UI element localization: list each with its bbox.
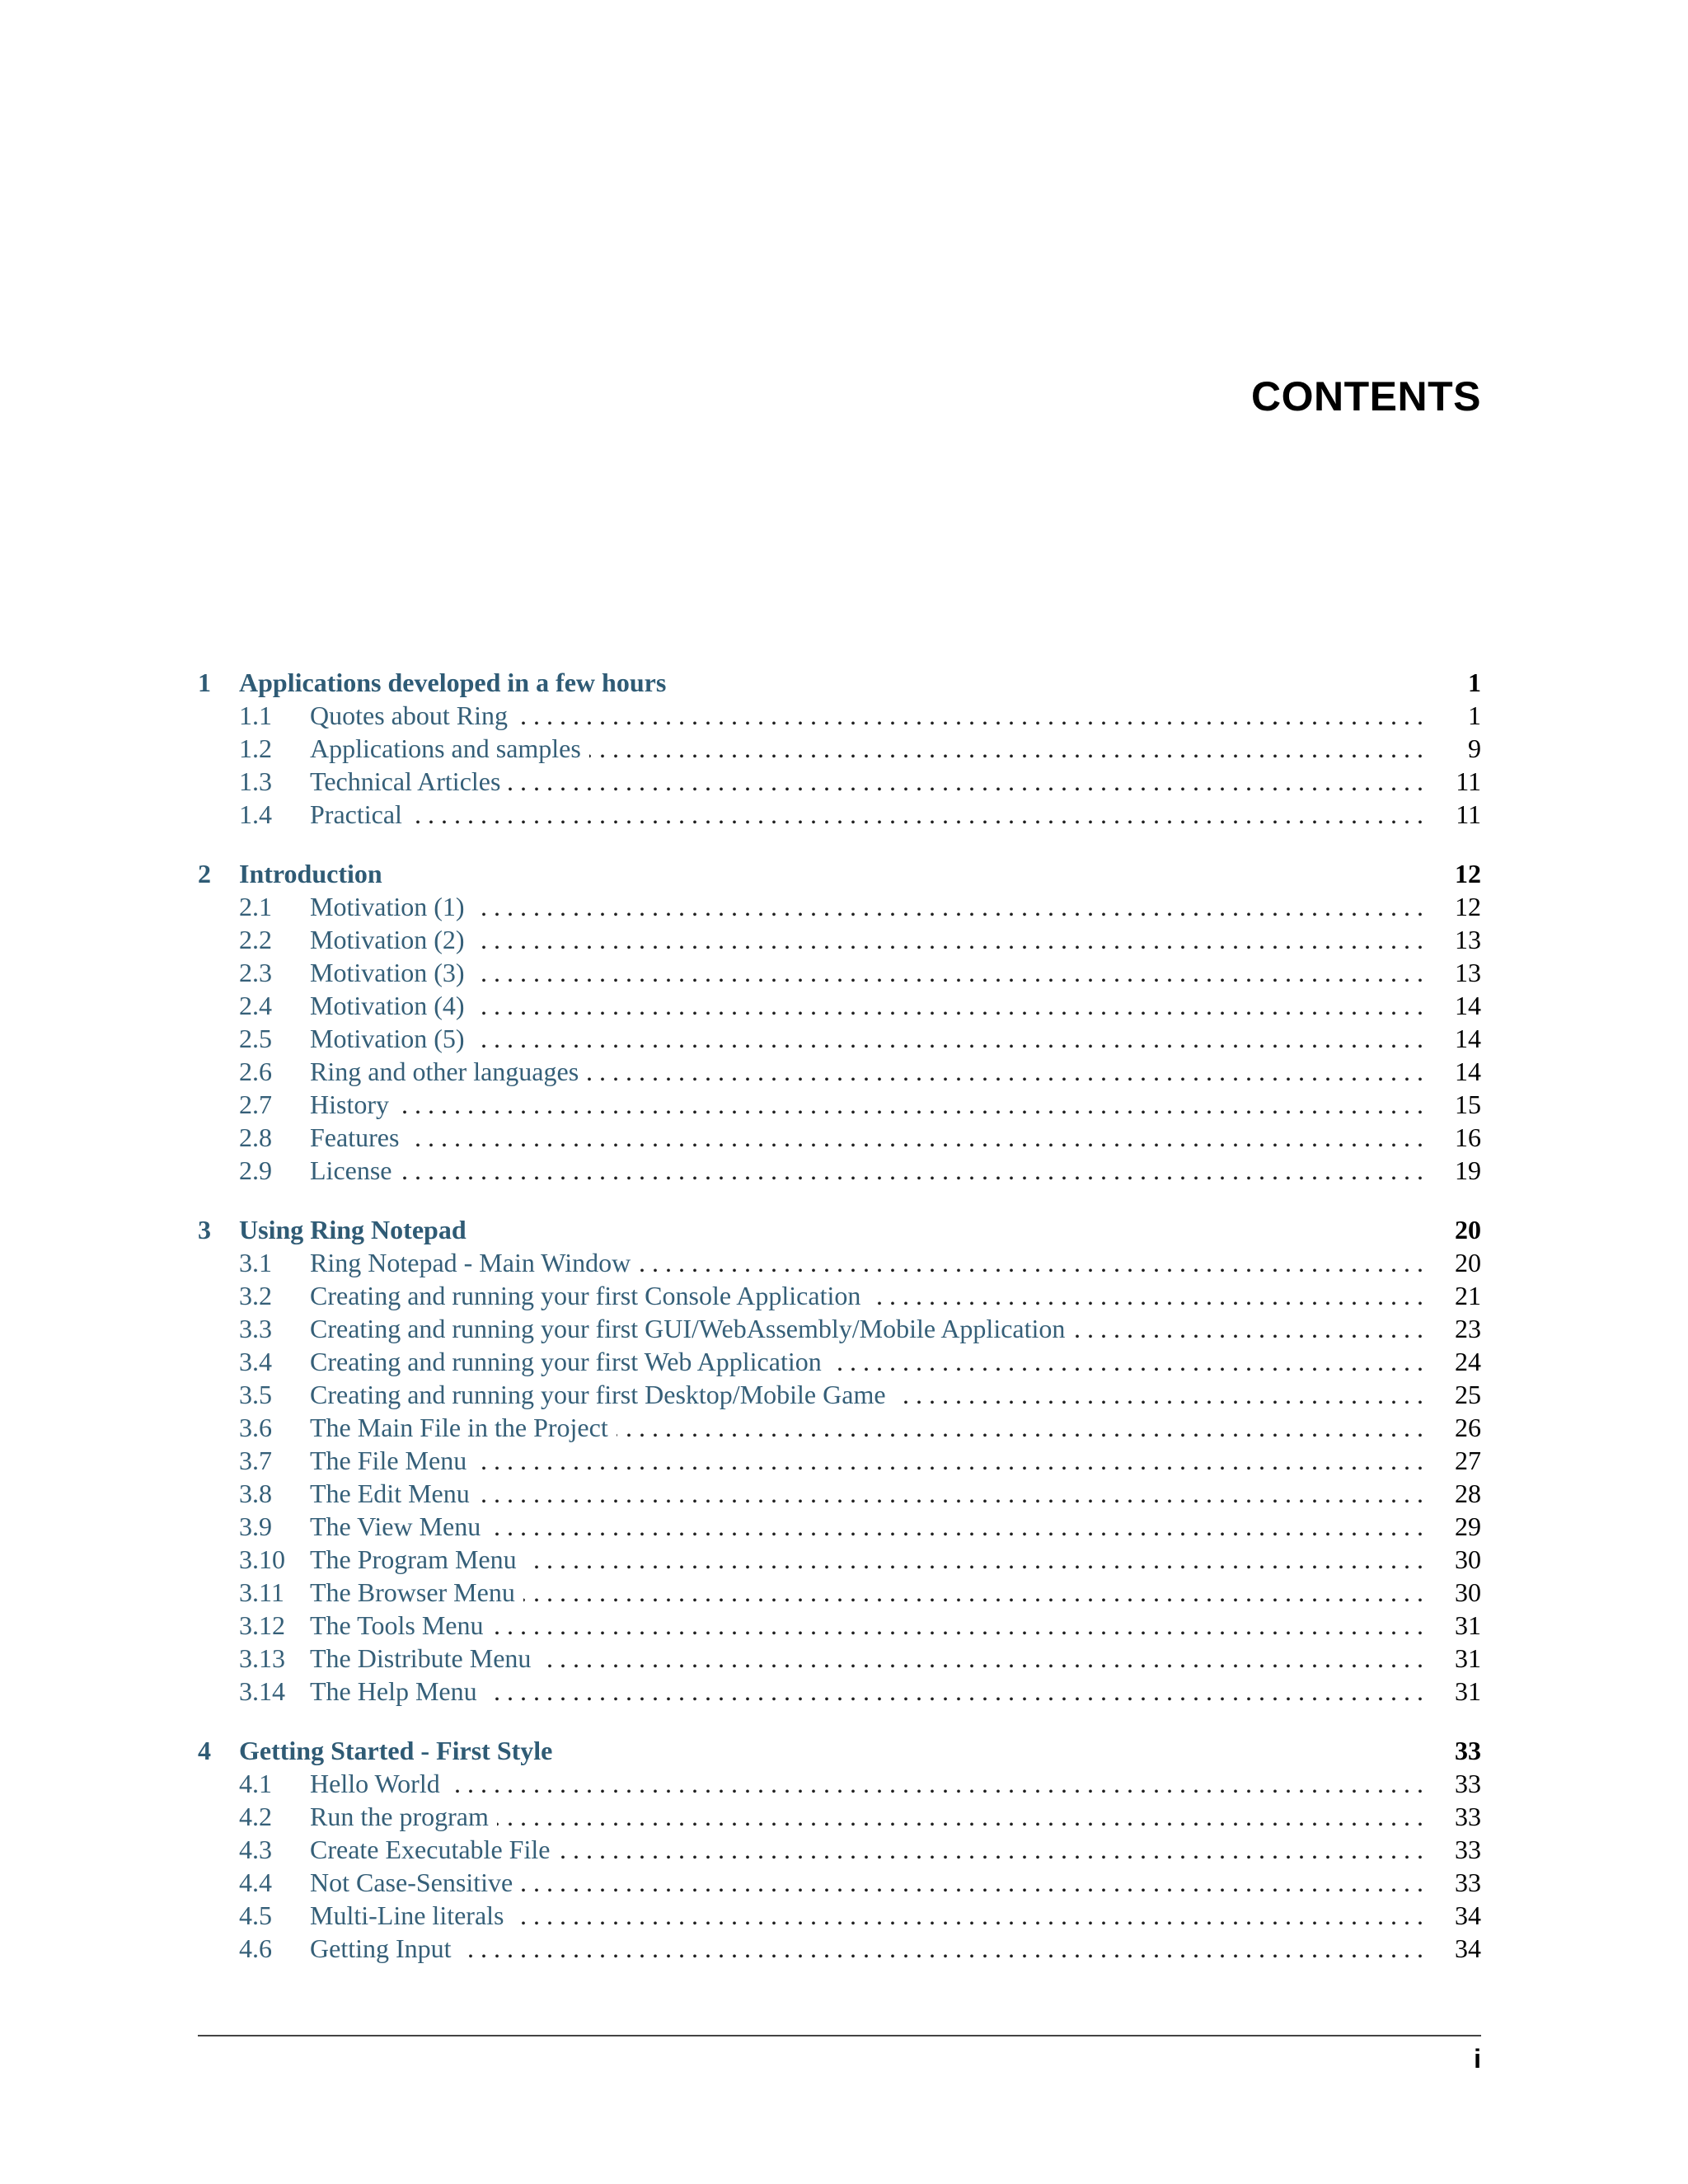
dot-leader (491, 1609, 1423, 1642)
section-title: Applications and samples (310, 733, 581, 763)
section-number: 3.13 (239, 1643, 285, 1673)
toc-section-link[interactable] (198, 1088, 1481, 1121)
dot-leader (401, 1154, 1424, 1187)
table-of-contents (198, 666, 1481, 1991)
section-line (310, 923, 1423, 956)
dot-leader (478, 1477, 1423, 1510)
section-title: The File Menu (310, 1446, 467, 1475)
section-title: The Tools Menu (310, 1610, 484, 1640)
section-number: 3.9 (239, 1511, 272, 1541)
section-title: Run the program (310, 1802, 489, 1831)
section-title: The Edit Menu (310, 1479, 470, 1508)
toc-chapter-link[interactable] (198, 857, 1481, 890)
chapter-page-number: 1 (1468, 668, 1481, 697)
section-line (310, 1932, 1423, 1965)
dot-leader (497, 1800, 1423, 1833)
toc-section-link[interactable] (198, 1609, 1481, 1642)
section-page-number: 9 (1468, 733, 1481, 763)
section-title: The Browser Menu (310, 1577, 515, 1607)
dot-leader (516, 699, 1423, 732)
toc-section-link[interactable] (198, 732, 1481, 765)
dot-leader (639, 1246, 1423, 1279)
chapter-title: Getting Started - First Style (239, 1736, 553, 1765)
dot-leader (473, 956, 1423, 989)
section-title: Hello World (310, 1769, 440, 1798)
toc-section-link[interactable] (198, 1833, 1481, 1866)
section-title: License (310, 1155, 392, 1185)
toc-chapter (198, 857, 1481, 1187)
section-line (310, 1154, 1423, 1187)
section-page-number: 29 (1455, 1511, 1481, 1541)
section-title: Creating and running your first Web Application (310, 1347, 822, 1376)
dot-leader (589, 732, 1423, 765)
section-title: Motivation (2) (310, 925, 465, 954)
section-page-number: 27 (1455, 1446, 1481, 1475)
section-title: Quotes about Ring (310, 701, 508, 730)
section-number: 2.5 (239, 1024, 272, 1053)
section-line (310, 699, 1423, 732)
section-line (310, 1444, 1423, 1477)
section-line (310, 1576, 1423, 1609)
footer-rule (198, 2035, 1481, 2036)
chapter-number: 4 (198, 1736, 211, 1765)
section-number: 2.8 (239, 1122, 272, 1152)
toc-chapter-link[interactable] (198, 1734, 1481, 1767)
toc-section-link[interactable] (198, 1899, 1481, 1932)
section-title: Multi-Line literals (310, 1900, 504, 1930)
section-line (310, 1022, 1423, 1055)
section-line (310, 1899, 1423, 1932)
section-title: Creating and running your first GUI/WebAssembly/Mobile Application (310, 1314, 1066, 1343)
section-number: 3.11 (239, 1577, 284, 1607)
toc-section-link[interactable] (198, 1642, 1481, 1675)
section-page-number: 1 (1468, 701, 1481, 730)
section-number: 3.5 (239, 1380, 272, 1409)
section-title: Creating and running your first Console Application (310, 1281, 861, 1310)
section-page-number: 15 (1455, 1090, 1481, 1119)
dot-leader (830, 1345, 1423, 1378)
toc-section-link[interactable] (198, 1022, 1481, 1055)
toc-section-link[interactable] (198, 1510, 1481, 1543)
dot-leader (489, 1510, 1423, 1543)
chapter-page-number: 12 (1455, 859, 1481, 888)
section-number: 4.4 (239, 1868, 272, 1897)
section-title: Practical (310, 799, 402, 829)
toc-section-link[interactable] (198, 1866, 1481, 1899)
section-number: 3.2 (239, 1281, 272, 1310)
section-title: The View Menu (310, 1511, 481, 1541)
section-page-number: 12 (1455, 892, 1481, 921)
section-line (310, 1378, 1423, 1411)
section-page-number: 34 (1455, 1900, 1481, 1930)
toc-chapter (198, 666, 1481, 831)
section-line (310, 1675, 1423, 1708)
dot-leader (473, 923, 1423, 956)
section-number: 3.7 (239, 1446, 272, 1475)
section-number: 4.5 (239, 1900, 272, 1930)
dot-leader (869, 1279, 1423, 1312)
section-number: 2.4 (239, 991, 272, 1020)
section-number: 3.6 (239, 1413, 272, 1442)
toc-section-link[interactable] (198, 923, 1481, 956)
section-title: Technical Articles (310, 766, 501, 796)
section-number: 3.1 (239, 1248, 272, 1277)
section-number: 4.6 (239, 1933, 272, 1963)
section-title: Ring and other languages (310, 1057, 579, 1086)
toc-section-link[interactable] (198, 1932, 1481, 1965)
section-line (310, 1246, 1423, 1279)
section-page-number: 20 (1455, 1248, 1481, 1277)
dot-leader (460, 1932, 1423, 1965)
toc-section-link[interactable] (198, 1411, 1481, 1444)
toc-chapter (198, 1213, 1481, 1708)
toc-section-link[interactable] (198, 1477, 1481, 1510)
section-line (310, 798, 1423, 831)
section-number: 3.3 (239, 1314, 272, 1343)
section-title: History (310, 1090, 389, 1119)
dot-leader (407, 1121, 1423, 1154)
section-page-number: 26 (1455, 1413, 1481, 1442)
toc-section-link[interactable] (198, 1543, 1481, 1576)
section-number: 4.3 (239, 1835, 272, 1864)
page-title: CONTENTS (1251, 373, 1481, 419)
toc-section-link[interactable] (198, 1246, 1481, 1279)
toc-section-link[interactable] (198, 798, 1481, 831)
section-line (310, 956, 1423, 989)
section-number: 2.7 (239, 1090, 272, 1119)
toc-section-link[interactable] (198, 1800, 1481, 1833)
section-title: Creating and running your first Desktop/Mobile Game (310, 1380, 886, 1409)
section-number: 3.4 (239, 1347, 272, 1376)
section-line (310, 1345, 1423, 1378)
section-page-number: 14 (1455, 991, 1481, 1020)
section-page-number: 30 (1455, 1544, 1481, 1574)
section-number: 3.14 (239, 1676, 285, 1706)
toc-chapter-link[interactable] (198, 1213, 1481, 1246)
section-line (310, 1121, 1423, 1154)
section-number: 1.1 (239, 701, 272, 730)
section-line (310, 1543, 1423, 1576)
section-page-number: 13 (1455, 925, 1481, 954)
section-page-number: 33 (1455, 1835, 1481, 1864)
chapter-number: 3 (198, 1215, 211, 1244)
section-line (310, 1833, 1423, 1866)
section-title: Features (310, 1122, 400, 1152)
section-line (310, 1088, 1423, 1121)
section-page-number: 25 (1455, 1380, 1481, 1409)
section-page-number: 21 (1455, 1281, 1481, 1310)
toc-chapter-link[interactable] (198, 666, 1481, 699)
section-page-number: 11 (1456, 766, 1481, 796)
section-number: 2.6 (239, 1057, 272, 1086)
section-number: 2.2 (239, 925, 272, 954)
section-title: Create Executable File (310, 1835, 551, 1864)
section-title: Motivation (3) (310, 958, 465, 987)
section-number: 2.3 (239, 958, 272, 987)
dot-leader (587, 1055, 1423, 1088)
section-title: Ring Notepad - Main Window (310, 1248, 631, 1277)
chapter-page-number: 33 (1455, 1736, 1481, 1765)
dot-leader (1073, 1312, 1423, 1345)
section-number: 1.2 (239, 733, 272, 763)
chapter-page-number: 20 (1455, 1215, 1481, 1244)
section-line (310, 1055, 1423, 1088)
dot-leader (448, 1767, 1423, 1800)
section-page-number: 33 (1455, 1868, 1481, 1897)
chapter-number: 1 (198, 668, 211, 697)
dot-leader (894, 1378, 1423, 1411)
section-page-number: 14 (1455, 1024, 1481, 1053)
section-line (310, 890, 1423, 923)
section-number: 3.10 (239, 1544, 285, 1574)
toc-chapter (198, 1734, 1481, 1965)
section-title: The Help Menu (310, 1676, 477, 1706)
dot-leader (513, 1899, 1424, 1932)
dot-leader (525, 1543, 1423, 1576)
section-line (310, 732, 1423, 765)
section-line (310, 1866, 1423, 1899)
chapter-title: Applications developed in a few hours (239, 668, 667, 697)
toc-section-link[interactable] (198, 1378, 1481, 1411)
dot-leader (539, 1642, 1423, 1675)
section-page-number: 30 (1455, 1577, 1481, 1607)
chapter-title: Using Ring Notepad (239, 1215, 467, 1244)
toc-section-link[interactable] (198, 1312, 1481, 1345)
section-line (310, 765, 1423, 798)
dot-leader (523, 1576, 1423, 1609)
section-line (310, 1609, 1423, 1642)
section-page-number: 34 (1455, 1933, 1481, 1963)
section-number: 2.1 (239, 892, 272, 921)
toc-section-link[interactable] (198, 1345, 1481, 1378)
section-number: 2.9 (239, 1155, 272, 1185)
section-page-number: 31 (1455, 1676, 1481, 1706)
section-title: The Main File in the Project (310, 1413, 608, 1442)
section-line (310, 1767, 1423, 1800)
toc-section-link[interactable] (198, 956, 1481, 989)
toc-section-link[interactable] (198, 1444, 1481, 1477)
section-title: Getting Input (310, 1933, 452, 1963)
section-number: 3.12 (239, 1610, 285, 1640)
section-page-number: 14 (1455, 1057, 1481, 1086)
section-number: 1.4 (239, 799, 272, 829)
dot-leader (397, 1088, 1423, 1121)
section-page-number: 19 (1455, 1155, 1481, 1185)
section-page-number: 11 (1456, 799, 1481, 829)
toc-section-link[interactable] (198, 890, 1481, 923)
section-page-number: 33 (1455, 1769, 1481, 1798)
toc-section-link[interactable] (198, 765, 1481, 798)
toc-section-link[interactable] (198, 1675, 1481, 1708)
dot-leader (509, 765, 1423, 798)
dot-leader (410, 798, 1423, 831)
dot-leader (485, 1675, 1423, 1708)
chapter-title: Introduction (239, 859, 382, 888)
section-page-number: 24 (1455, 1347, 1481, 1376)
section-line (310, 1312, 1423, 1345)
toc-section-link[interactable] (198, 1121, 1481, 1154)
section-number: 4.1 (239, 1769, 272, 1798)
section-page-number: 28 (1455, 1479, 1481, 1508)
page-number: i (1474, 2044, 1481, 2074)
section-line (310, 1510, 1423, 1543)
dot-leader (521, 1866, 1423, 1899)
section-title: Motivation (4) (310, 991, 465, 1020)
section-number: 3.8 (239, 1479, 272, 1508)
dot-leader (475, 1444, 1423, 1477)
toc-section-link[interactable] (198, 1154, 1481, 1187)
section-line (310, 1411, 1423, 1444)
section-number: 4.2 (239, 1802, 272, 1831)
dot-leader (558, 1833, 1423, 1866)
toc-section-link[interactable] (198, 1576, 1481, 1609)
dot-leader (617, 1411, 1423, 1444)
section-title: Not Case-Sensitive (310, 1868, 513, 1897)
section-page-number: 23 (1455, 1314, 1481, 1343)
toc-section-link[interactable] (198, 1055, 1481, 1088)
section-title: Motivation (1) (310, 892, 465, 921)
toc-section-link[interactable] (198, 1279, 1481, 1312)
dot-leader (473, 1022, 1423, 1055)
section-page-number: 13 (1455, 958, 1481, 987)
section-line (310, 1279, 1423, 1312)
dot-leader (473, 989, 1423, 1022)
section-page-number: 33 (1455, 1802, 1481, 1831)
section-page-number: 31 (1455, 1610, 1481, 1640)
section-line (310, 1642, 1423, 1675)
section-line (310, 1477, 1423, 1510)
section-page-number: 31 (1455, 1643, 1481, 1673)
section-title: The Program Menu (310, 1544, 517, 1574)
dot-leader (473, 890, 1423, 923)
chapter-number: 2 (198, 859, 211, 888)
toc-section-link[interactable] (198, 989, 1481, 1022)
section-line (310, 1800, 1423, 1833)
toc-section-link[interactable] (198, 699, 1481, 732)
section-title: Motivation (5) (310, 1024, 465, 1053)
section-number: 1.3 (239, 766, 272, 796)
section-title: The Distribute Menu (310, 1643, 532, 1673)
section-page-number: 16 (1455, 1122, 1481, 1152)
toc-section-link[interactable] (198, 1767, 1481, 1800)
section-line (310, 989, 1423, 1022)
